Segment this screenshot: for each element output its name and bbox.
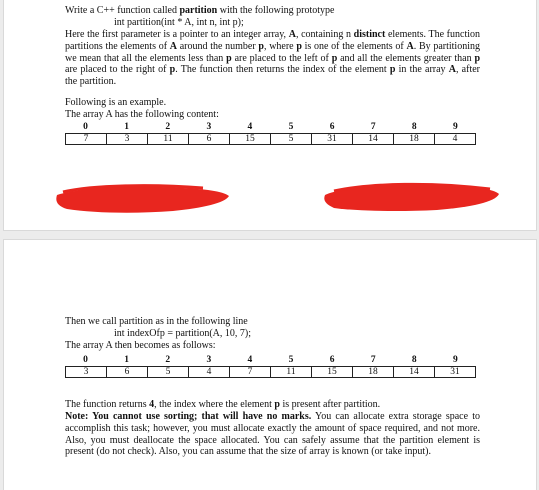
bold-term: A	[406, 40, 414, 52]
paragraph-text: are placed to the left of	[231, 52, 332, 64]
value-row	[65, 133, 476, 145]
array-index: 0	[83, 122, 88, 132]
bottom-page	[3, 239, 537, 490]
array-cell: 11	[270, 367, 311, 377]
bold-term: p	[258, 40, 264, 52]
value-row	[65, 366, 476, 378]
array-index: 7	[370, 122, 376, 132]
call-code: int indexOfp = partition(A, 10, 7);	[114, 328, 252, 339]
return-text-end: is present after partition.	[279, 399, 381, 410]
array-intro-line: The array A has the following content:	[65, 109, 219, 120]
array-index: 4	[247, 122, 253, 132]
array-cell: 14	[393, 367, 434, 377]
initial-array-table	[65, 122, 476, 145]
array-index: 4	[247, 355, 253, 365]
array-cell: 11	[147, 134, 188, 144]
bold-term: p	[226, 52, 232, 64]
array-index: 6	[329, 355, 335, 365]
array-index: 2	[165, 355, 171, 365]
note-text: You can allocate extra storage space to accomplish this task; however, you must allocate exactly the amount of space required, and not more. Also, you must deallocate the space allocated. You can safely assume that the partition element is present (do not check). Also, you can assume that the size of array is known (or take input).	[65, 411, 480, 458]
intro-line	[65, 5, 334, 17]
prototype-code: int partition(int * A, int n, int p);	[114, 17, 244, 28]
array-cell: 7	[83, 134, 89, 144]
array-index: 2	[165, 122, 171, 132]
paragraph-text: around the number	[176, 40, 259, 52]
partitioned-array-table	[65, 355, 476, 378]
return-index: 4	[149, 399, 155, 410]
paragraph-text: Here the first parameter is a pointer to an integer array,	[65, 29, 289, 40]
array-index: 3	[206, 355, 212, 365]
return-line	[65, 399, 480, 411]
array-index: 9	[453, 122, 458, 132]
call-line: Then we call partition as in the following line	[65, 316, 248, 327]
array-index: 6	[329, 122, 335, 132]
array-index: 8	[411, 122, 417, 132]
paragraph-text: elements. The function partitions the elements of	[65, 29, 481, 52]
paragraph-text: . The function then returns the index of the element	[175, 64, 390, 76]
array-index: 1	[124, 355, 130, 365]
top-page	[3, 0, 537, 231]
array-cell: 3	[106, 134, 147, 144]
array-cell: 15	[229, 134, 270, 144]
intro-text: Write a C++ function called	[65, 5, 180, 16]
array-index: 5	[288, 355, 294, 365]
array-index: 9	[453, 355, 458, 365]
description-paragraph	[65, 29, 480, 88]
array-cell: 18	[352, 367, 393, 377]
array-cell: 31	[434, 367, 475, 377]
note-label: Note: You cannot use sorting; that will have no marks.	[65, 411, 312, 422]
return-text: The function returns	[65, 399, 150, 410]
bold-term: A	[288, 29, 296, 40]
bold-term: p	[474, 52, 480, 64]
paragraph-text: , after the partition.	[65, 64, 480, 88]
redaction-mark-right	[322, 177, 502, 215]
array-after-line: The array A then becomes as follows:	[65, 340, 216, 351]
paragraph-text: and all the elements greater than	[337, 52, 475, 64]
array-index: 1	[124, 122, 130, 132]
example-line: Following is an example.	[65, 97, 167, 108]
array-cell: 7	[229, 367, 270, 377]
function-name: partition	[179, 5, 218, 16]
array-index: 8	[411, 355, 417, 365]
paragraph-text: , containing n	[295, 29, 354, 40]
bold-term: p	[389, 64, 396, 76]
bold-term: p	[169, 64, 176, 76]
paragraph-text: . By partitioning we mean that all the elements less than	[65, 40, 480, 64]
array-cell: 15	[311, 367, 352, 377]
redaction-mark-left	[53, 179, 233, 217]
array-cell: 31	[311, 134, 352, 144]
array-index: 5	[288, 122, 294, 132]
note-paragraph	[65, 411, 480, 458]
array-cell: 6	[188, 134, 229, 144]
bold-term: A	[169, 40, 177, 52]
bold-term: A	[448, 64, 456, 76]
paragraph-text: in the array	[395, 64, 449, 76]
intro-text-end: with the following prototype	[217, 5, 335, 16]
array-cell: 18	[393, 134, 434, 144]
return-element: p	[274, 399, 280, 410]
paragraph-text: are placed to the right of	[65, 64, 170, 76]
index-header-row	[65, 355, 476, 366]
array-cell: 5	[147, 367, 188, 377]
array-index: 7	[370, 355, 376, 365]
array-cell: 4	[434, 134, 475, 144]
array-cell: 4	[188, 367, 229, 377]
paragraph-text: is one of the elements of	[301, 40, 407, 52]
bold-term: distinct	[353, 29, 386, 40]
array-cell: 6	[106, 367, 147, 377]
array-index: 3	[206, 122, 212, 132]
index-header-row	[65, 122, 476, 133]
bold-term: p	[296, 40, 302, 52]
paragraph-text: , where	[263, 40, 297, 52]
array-cell: 5	[270, 134, 311, 144]
return-text-mid: , the index where the element	[154, 399, 275, 410]
array-cell: 3	[83, 367, 89, 377]
bold-term: p	[331, 52, 338, 64]
array-index: 0	[83, 355, 88, 365]
array-cell: 14	[352, 134, 393, 144]
